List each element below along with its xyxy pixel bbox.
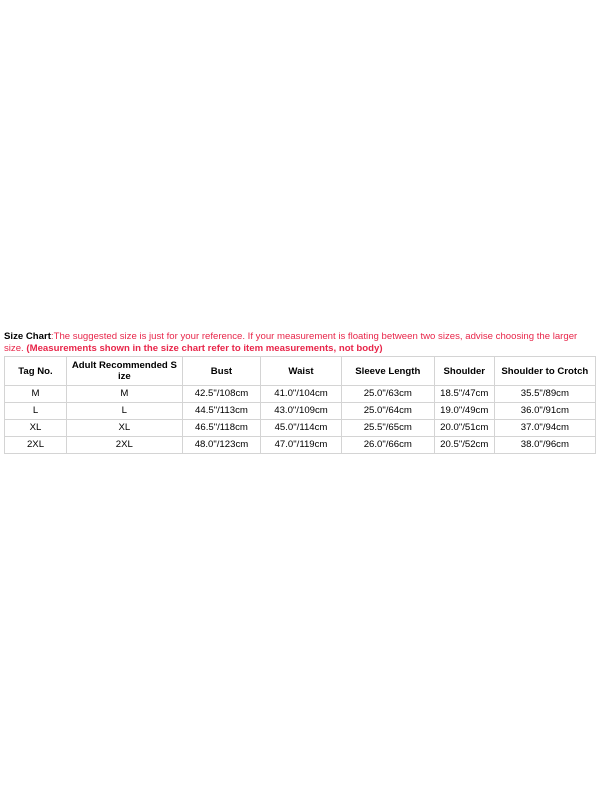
table-row: [5, 386, 596, 403]
cell-recommended-size: XL: [66, 420, 182, 437]
cell-recommended-size: L: [66, 403, 182, 420]
cell-bust: 46.5"/118cm: [182, 420, 261, 437]
table-header-row: [5, 357, 596, 386]
header-shoulder-to-crotch: Shoulder to Crotch: [494, 357, 595, 386]
header-sleeve-length: Sleeve Length: [341, 357, 434, 386]
size-chart-note: :The suggested size is just for your reference. If your measurement is floating between two sizes, advise choosing the larger size.: [4, 331, 578, 354]
cell-recommended-size: M: [66, 386, 182, 403]
header-bust: Bust: [182, 357, 261, 386]
cell-shoulder: 20.5"/52cm: [434, 437, 494, 454]
table-row: [5, 420, 596, 437]
header-waist: Waist: [261, 357, 342, 386]
cell-shoulder: 19.0"/49cm: [434, 403, 494, 420]
cell-recommended-size: 2XL: [66, 437, 182, 454]
cell-tag-no: M: [5, 386, 67, 403]
size-table: [4, 356, 596, 454]
cell-shoulder-to-crotch: 36.0"/91cm: [494, 403, 595, 420]
cell-bust: 42.5"/108cm: [182, 386, 261, 403]
cell-sleeve-length: 25.5"/65cm: [341, 420, 434, 437]
cell-shoulder-to-crotch: 38.0"/96cm: [494, 437, 595, 454]
cell-waist: 43.0"/109cm: [261, 403, 342, 420]
cell-shoulder: 18.5"/47cm: [434, 386, 494, 403]
cell-waist: 45.0"/114cm: [261, 420, 342, 437]
size-chart-intro: [4, 331, 596, 354]
cell-bust: 44.5"/113cm: [182, 403, 261, 420]
header-shoulder: Shoulder: [434, 357, 494, 386]
cell-sleeve-length: 25.0"/64cm: [341, 403, 434, 420]
cell-tag-no: L: [5, 403, 67, 420]
cell-waist: 47.0"/119cm: [261, 437, 342, 454]
cell-tag-no: 2XL: [5, 437, 67, 454]
cell-shoulder: 20.0"/51cm: [434, 420, 494, 437]
cell-waist: 41.0"/104cm: [261, 386, 342, 403]
header-tag-no: Tag No.: [5, 357, 67, 386]
cell-bust: 48.0"/123cm: [182, 437, 261, 454]
size-chart-label: Size Chart: [4, 331, 51, 342]
table-row: [5, 437, 596, 454]
table-row: [5, 403, 596, 420]
cell-shoulder-to-crotch: 37.0"/94cm: [494, 420, 595, 437]
cell-sleeve-length: 26.0"/66cm: [341, 437, 434, 454]
size-chart-measurement-note: (Measurements shown in the size chart refer to item measurements, not body): [26, 342, 383, 354]
header-adult-recommended-size: Adult Recommended S ize: [66, 357, 182, 386]
cell-sleeve-length: 25.0"/63cm: [341, 386, 434, 403]
cell-shoulder-to-crotch: 35.5"/89cm: [494, 386, 595, 403]
size-chart: [4, 331, 596, 454]
cell-tag-no: XL: [5, 420, 67, 437]
